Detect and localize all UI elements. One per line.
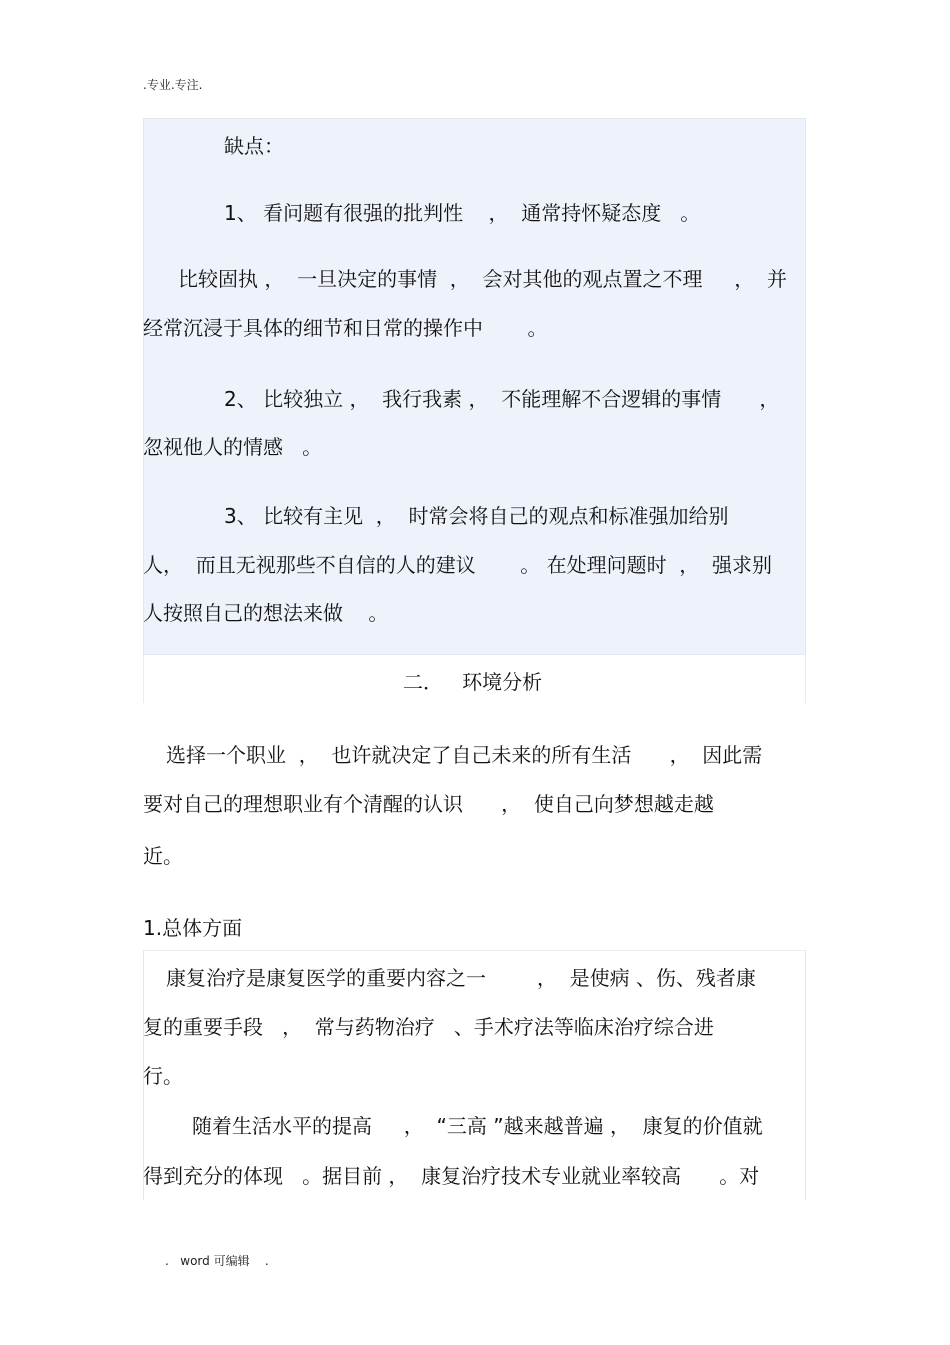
page-header: .专业.专注. — [143, 78, 203, 92]
page-footer: . word 可编辑 . — [165, 1254, 269, 1268]
paragraph-line: 康复治疗是康复医学的重要内容之一 ， 是使病 、伤、残者康 — [166, 966, 756, 990]
paragraph-line: 要对自己的理想职业有个清醒的认识 ， 使自己向梦想越走越 — [143, 792, 714, 816]
paragraph-line: 3、 比较有主见 ， 时常会将自己的观点和标准强加给别 — [224, 504, 729, 528]
paragraph-line: 近。 — [143, 844, 183, 868]
paragraph-line: 选择一个职业 ， 也许就决定了自己未来的所有生活 ， 因此需 — [166, 743, 763, 767]
paragraph-line: 比较固执 ， 一旦决定的事情 ， 会对其他的观点置之不理 ， 并 — [178, 267, 788, 291]
paragraph-line: 人， 而且无视那些不自信的人的建议 。 在处理问题时 ， 强求别 — [143, 553, 773, 577]
paragraph-line: 2、 比较独立 ， 我行我素 ， 不能理解不合逻辑的事情 ， — [224, 387, 780, 411]
weakness-label: 缺点： — [224, 134, 284, 158]
paragraph-line: 人按照自己的想法来做 。 — [143, 601, 389, 625]
subsection-heading: 1.总体方面 — [143, 916, 243, 940]
paragraph-line: 1、 看问题有很强的批判性 ， 通常持怀疑态度 。 — [224, 201, 701, 225]
paragraph-line: 随着生活水平的提高 ， “三高 ”越来越普遍 ， 康复的价值就 — [192, 1114, 763, 1138]
paragraph-line: 行。 — [143, 1064, 183, 1088]
section-heading: 二． 环境分析 — [403, 670, 543, 694]
paragraph-line: 经常沉浸于具体的细节和日常的操作中 。 — [143, 316, 548, 340]
paragraph-line: 忽视他人的情感 。 — [143, 435, 323, 459]
paragraph-line: 复的重要手段 ， 常与药物治疗 、手术疗法等临床治疗综合进 — [143, 1015, 714, 1039]
paragraph-line: 得到充分的体现 。据目前 ， 康复治疗技术专业就业率较高 。对 — [143, 1164, 760, 1188]
